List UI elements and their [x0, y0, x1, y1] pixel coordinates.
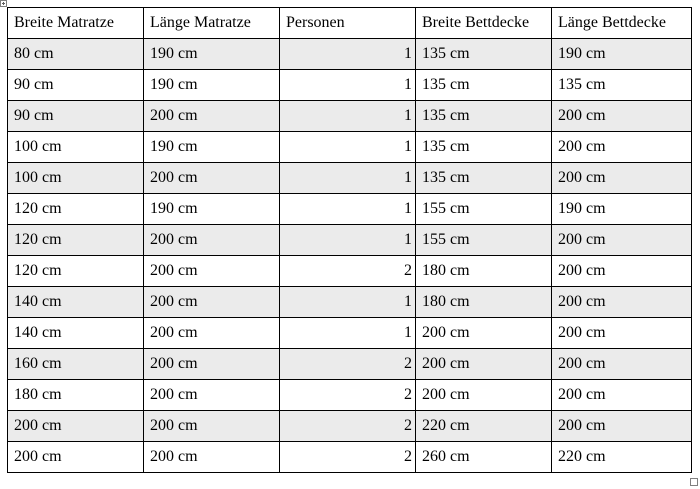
table-cell[interactable]: 1	[280, 318, 416, 349]
table-cell[interactable]: 190 cm	[144, 39, 280, 70]
table-cell[interactable]: 200 cm	[144, 411, 280, 442]
table-row	[8, 70, 692, 101]
table-cell[interactable]: 135 cm	[416, 70, 552, 101]
table-cell[interactable]: 200 cm	[144, 442, 280, 473]
header-cell[interactable]: Personen	[280, 8, 416, 39]
table-cell[interactable]: 220 cm	[416, 411, 552, 442]
table-cell[interactable]: 1	[280, 132, 416, 163]
table-cell[interactable]: 100 cm	[8, 132, 144, 163]
table-cell[interactable]: 200 cm	[416, 349, 552, 380]
table-row	[8, 39, 692, 70]
table-cell[interactable]: 190 cm	[552, 194, 692, 225]
table-cell[interactable]: 200 cm	[144, 349, 280, 380]
header-cell[interactable]: Länge Bettdecke	[552, 8, 692, 39]
table-cell[interactable]: 200 cm	[552, 132, 692, 163]
table-cell[interactable]: 200 cm	[144, 225, 280, 256]
table-cell[interactable]: 80 cm	[8, 39, 144, 70]
table-cell[interactable]: 155 cm	[416, 194, 552, 225]
table-cell[interactable]: 200 cm	[552, 349, 692, 380]
table-cell[interactable]: 1	[280, 287, 416, 318]
table-cell[interactable]: 120 cm	[8, 256, 144, 287]
table-cell[interactable]: 1	[280, 194, 416, 225]
table-cell[interactable]: 190 cm	[144, 70, 280, 101]
table-cell[interactable]: 200 cm	[144, 256, 280, 287]
table-cell[interactable]: 200 cm	[552, 380, 692, 411]
table-cell[interactable]: 140 cm	[8, 287, 144, 318]
table-cell[interactable]: 260 cm	[416, 442, 552, 473]
header-cell[interactable]: Länge Matratze	[144, 8, 280, 39]
table-cell[interactable]: 200 cm	[552, 225, 692, 256]
header-cell[interactable]: Breite Bettdecke	[416, 8, 552, 39]
table-cell[interactable]: 1	[280, 70, 416, 101]
table-cell[interactable]: 190 cm	[144, 132, 280, 163]
table-cell[interactable]: 135 cm	[416, 39, 552, 70]
table-row	[8, 194, 692, 225]
table-cell[interactable]: 1	[280, 163, 416, 194]
table-cell[interactable]: 200 cm	[552, 101, 692, 132]
table-row	[8, 132, 692, 163]
table-cell[interactable]: 190 cm	[144, 194, 280, 225]
table-cell[interactable]: 200 cm	[416, 380, 552, 411]
table-row	[8, 225, 692, 256]
table-cell[interactable]: 120 cm	[8, 225, 144, 256]
table-cell[interactable]: 200 cm	[144, 380, 280, 411]
table-cell[interactable]: 200 cm	[144, 318, 280, 349]
table-row	[8, 163, 692, 194]
table-cell[interactable]: 200 cm	[144, 163, 280, 194]
table-cell[interactable]: 2	[280, 442, 416, 473]
table-cell[interactable]: 160 cm	[8, 349, 144, 380]
table-row	[8, 318, 692, 349]
table-cell[interactable]: 140 cm	[8, 318, 144, 349]
table-row	[8, 380, 692, 411]
table-cell[interactable]: 180 cm	[416, 287, 552, 318]
table-row	[8, 256, 692, 287]
table-cell[interactable]: 200 cm	[552, 287, 692, 318]
table-move-handle-icon[interactable]	[0, 0, 7, 7]
table-cell[interactable]: 190 cm	[552, 39, 692, 70]
table-cell[interactable]: 135 cm	[416, 132, 552, 163]
table-cell[interactable]: 200 cm	[552, 256, 692, 287]
table-cell[interactable]: 2	[280, 256, 416, 287]
bedding-size-table	[7, 7, 692, 473]
table-cell[interactable]: 155 cm	[416, 225, 552, 256]
table-cell[interactable]: 1	[280, 101, 416, 132]
table-cell[interactable]: 100 cm	[8, 163, 144, 194]
table-row	[8, 442, 692, 473]
table-cell[interactable]: 180 cm	[8, 380, 144, 411]
table-row	[8, 349, 692, 380]
table-cell[interactable]: 2	[280, 380, 416, 411]
table-cell[interactable]: 200 cm	[552, 318, 692, 349]
table-cell[interactable]: 90 cm	[8, 70, 144, 101]
table-cell[interactable]: 200 cm	[8, 411, 144, 442]
table-row	[8, 287, 692, 318]
table-cell[interactable]: 180 cm	[416, 256, 552, 287]
table-cell[interactable]: 2	[280, 411, 416, 442]
table-header-row	[8, 8, 692, 39]
table-cell[interactable]: 200 cm	[416, 318, 552, 349]
table-cell[interactable]: 200 cm	[552, 163, 692, 194]
table-cell[interactable]: 135 cm	[416, 163, 552, 194]
table-cell[interactable]: 90 cm	[8, 101, 144, 132]
table-cell[interactable]: 1	[280, 225, 416, 256]
table-cell[interactable]: 200 cm	[144, 287, 280, 318]
table-row	[8, 411, 692, 442]
header-cell[interactable]: Breite Matratze	[8, 8, 144, 39]
table-cell[interactable]: 200 cm	[552, 411, 692, 442]
table-cell[interactable]: 120 cm	[8, 194, 144, 225]
table-cell[interactable]: 220 cm	[552, 442, 692, 473]
table-cell[interactable]: 2	[280, 349, 416, 380]
table-cell[interactable]: 135 cm	[416, 101, 552, 132]
table-row	[8, 101, 692, 132]
table-cell[interactable]: 200 cm	[144, 101, 280, 132]
table-cell[interactable]: 135 cm	[552, 70, 692, 101]
table-cell[interactable]: 1	[280, 39, 416, 70]
table-cell[interactable]: 200 cm	[8, 442, 144, 473]
table-resize-handle-icon[interactable]	[690, 478, 698, 486]
